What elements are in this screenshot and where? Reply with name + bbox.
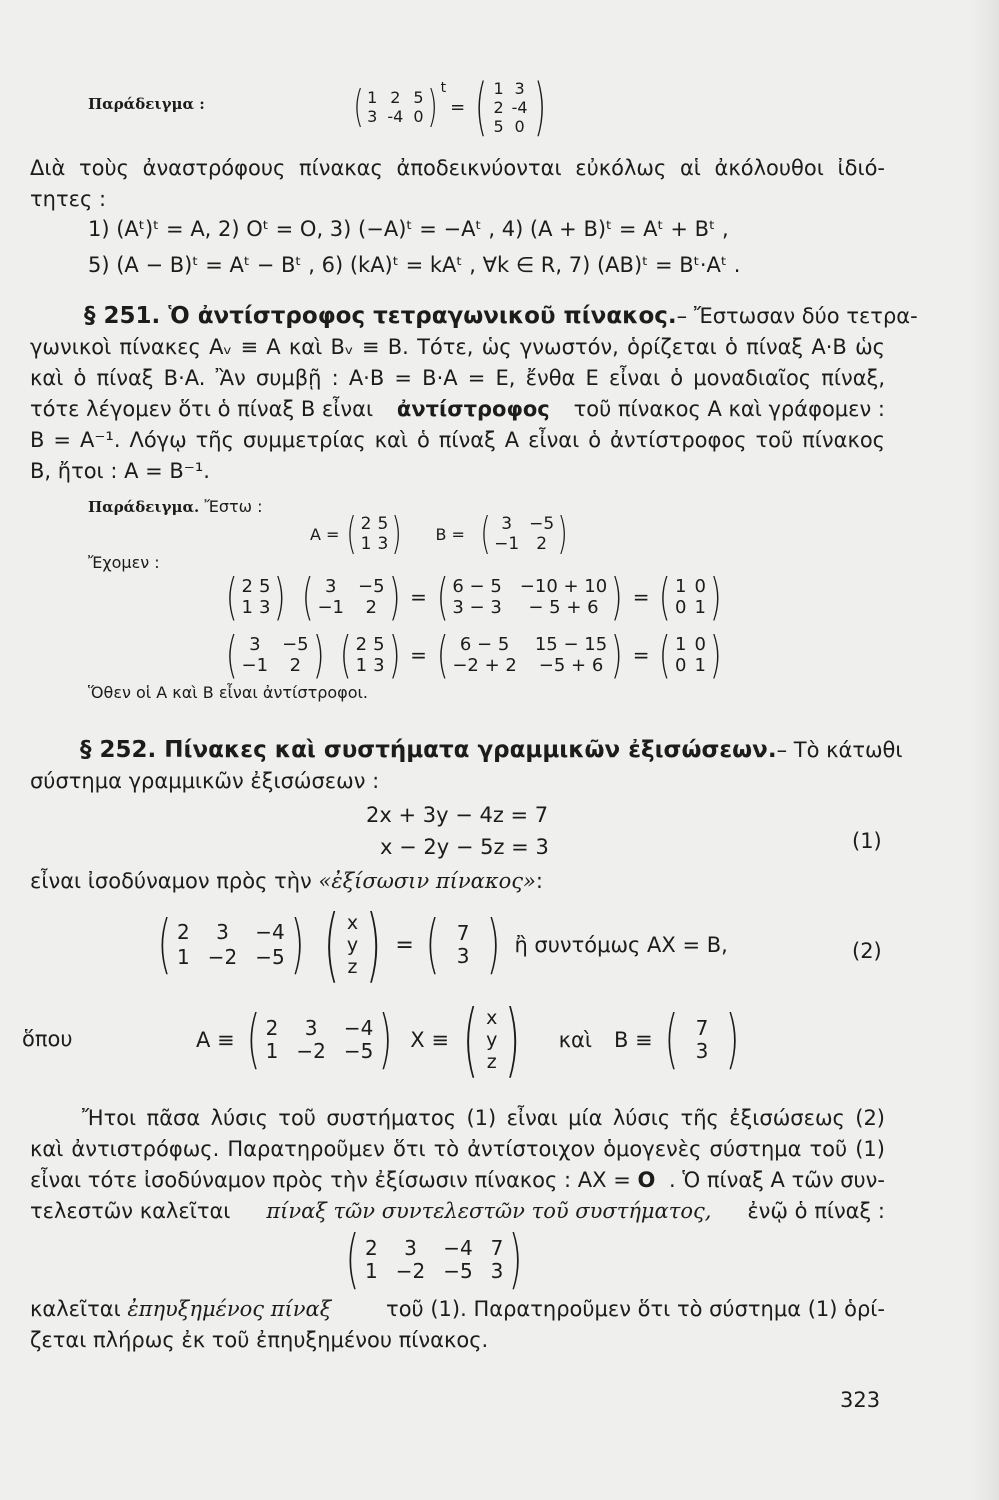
- matrix-cell: 15 − 15: [534, 634, 608, 655]
- matrix-cell: 1: [241, 597, 253, 618]
- properties-paragraph: [30, 153, 885, 215]
- unknowns-vector: ( x y z ): [323, 898, 382, 991]
- term-matrix-equation: «ἐξίσωσιν πίνακος»: [318, 869, 536, 893]
- product-BA: [222, 626, 725, 684]
- matrix-cell: −4: [343, 1016, 374, 1040]
- matrix-cell: 7: [456, 921, 470, 945]
- unknowns-vector: ( x y z ): [462, 993, 521, 1086]
- matrix-cell: 3: [304, 1016, 318, 1040]
- text-line: γωνικοὶ πίνακες Aᵥ ≡ A καὶ Bᵥ ≡ B. Τότε, ὡς γνωστόν, ὁρίζεται ὁ πίναξ A·B ὡς: [30, 335, 885, 359]
- equals-sign: =: [395, 932, 414, 958]
- matrix-cell: −5: [529, 514, 555, 534]
- constants-vector: ( 7 3 ): [425, 908, 501, 982]
- matrix-cell: −4: [255, 920, 285, 944]
- matrix-cell: −2: [296, 1039, 326, 1063]
- matrix-cell: 2: [360, 514, 372, 534]
- matrix-cell: 2: [390, 88, 401, 107]
- matrix-cell: −1: [317, 597, 344, 618]
- matrix-cell: 0: [413, 107, 424, 126]
- text-line: – Ἔστωσαν δύο τετρα-: [676, 304, 918, 328]
- system-eq-2: x − 2y − 5z = 3: [380, 835, 549, 859]
- matrix-cell: 3: [367, 107, 378, 126]
- matrix-cell: 1: [355, 655, 368, 676]
- text-span: εἶναι τότε ἰσοδύναμον πρὸς τὴν ἐξίσωσιν πίνακος : AX =: [30, 1168, 638, 1192]
- matrix-cell: 1: [265, 1039, 279, 1063]
- augmented-matrix: [340, 1223, 528, 1297]
- matrix-cell: 1: [364, 1259, 378, 1283]
- text-line: Διὰ τοὺς ἀναστρόφους πίνακας ἀποδεικνύονται εὐκόλως αἱ ἀκόλουθοι ἰδιό-: [30, 156, 885, 180]
- matrix-cell: −4: [443, 1236, 473, 1260]
- matrix-cell: -4: [511, 97, 528, 117]
- identity-matrix: ( 1 0 0 1 ): [659, 626, 722, 684]
- equals-sign: =: [410, 643, 427, 667]
- matrix-B: ( 3 −5 −1 2 ): [301, 568, 401, 626]
- matrix-A: ( 2 5 1 3 ): [346, 508, 403, 559]
- matrix-cell: -4: [387, 107, 404, 126]
- matrix-cell: z: [347, 956, 358, 978]
- matrix-cell: 1: [675, 576, 687, 597]
- product-AB-expanded: ( 6 − 5 −10 + 10 3 − 3 − 5 + 6 ): [436, 568, 623, 626]
- matrix-cell: x: [486, 1007, 498, 1029]
- text-line: τοῦ πίνακος A καὶ γράφομεν :: [573, 397, 885, 421]
- matrix-B: ( 3 −5 −1 2 ): [480, 508, 568, 559]
- matrix-cell: 3: [404, 1236, 417, 1260]
- text-line: B, ἤτοι : A = B⁻¹.: [30, 459, 210, 483]
- matrix-cell: 2: [364, 1236, 378, 1260]
- opou-label: ὅπου: [22, 1027, 73, 1051]
- matrix-cell: 0: [694, 634, 706, 655]
- matrix-cell: 3: [249, 634, 261, 655]
- esto-text: Ἔστω :: [204, 497, 263, 516]
- coefficient-matrix: ( 2 3 −4 1 −2 −5 ): [157, 908, 305, 982]
- matrix-cell: 3: [514, 78, 525, 98]
- matrix-cell: 7: [695, 1016, 709, 1040]
- section-251: [30, 301, 918, 487]
- text-span: καλεῖται: [30, 1297, 121, 1321]
- text-span: ἐνῷ ὁ πίναξ :: [747, 1199, 885, 1223]
- example1-formula: [350, 70, 552, 143]
- matrix-cell: 6 − 5: [452, 576, 502, 597]
- example1-rhs-matrix: ( 1 3 2 -4 5 0 ): [475, 70, 546, 143]
- zero-matrix-symbol: O: [637, 1168, 656, 1192]
- matrix-cell: −10 + 10: [519, 576, 608, 597]
- matrix-cell: z: [486, 1051, 497, 1073]
- property-line-1: 1) (Aᵗ)ᵗ = A, 2) Oᵗ = O, 3) (−A)ᵗ = −Aᵗ , 4) (A + B)ᵗ = Aᵗ + Bᵗ ,: [88, 217, 729, 241]
- conclusion-text: Ὅθεν οἱ A καὶ B εἶναι ἀντίστροφοι.: [88, 683, 368, 702]
- matrix-cell: 5: [373, 634, 385, 655]
- text-line: τότε λέγομεν ὅτι ὁ πίναξ B εἶναι: [30, 397, 374, 421]
- section-252-title: § 252. Πίνακες καὶ συστήματα γραμμικῶν ἐξισώσεων.: [80, 737, 777, 763]
- matrix-cell: 5: [413, 88, 424, 107]
- matrix-cell: 5: [258, 576, 271, 597]
- matrix-cell: 0: [514, 116, 525, 136]
- matrix-cell: 1: [675, 634, 687, 655]
- product-BA-expanded: ( 6 − 5 15 − 15 −2 + 2 −5 + 6 ): [436, 626, 623, 684]
- example2-label-text: Παράδειγμα.: [88, 498, 200, 516]
- B-def-label: B ≡: [613, 1027, 653, 1052]
- matrix-cell: 3: [456, 944, 470, 968]
- text-line: καὶ ἀντιστρόφως. Παρατηροῦμεν ὅτι τὸ ἀντίστοιχον ὁμογενὲς σύστημα τοῦ (1): [30, 1137, 885, 1161]
- matrix-cell: −5: [282, 634, 309, 655]
- matrix-cell: 0: [675, 597, 687, 618]
- text-line: B = A⁻¹. Λόγῳ τῆς συμμετρίας καὶ ὁ πίναξ A εἶναι ὁ ἀντίστροφος τοῦ πίνακος: [30, 428, 885, 452]
- text-span: . Ὁ πίναξ A τῶν συν-: [669, 1168, 885, 1192]
- matrix-cell: 2: [536, 534, 548, 554]
- matrix-cell: −5: [255, 945, 285, 969]
- matrix-cell: 3: [377, 534, 389, 554]
- matrix-cell: 3: [501, 514, 513, 534]
- matrix-cell: 1: [493, 78, 504, 98]
- coefficient-matrix: ( 2 3 −4 1 −2 −5 ): [246, 1003, 393, 1077]
- matrix-cell: x: [346, 912, 359, 934]
- matrix-A: ( 2 5 1 3 ): [225, 568, 287, 626]
- text-span: τελεστῶν καλεῖται: [30, 1199, 231, 1223]
- matrix-cell: −1: [494, 534, 520, 554]
- matrix-cell: 2: [289, 655, 302, 676]
- matrix-cell: 6 − 5: [459, 634, 510, 655]
- definitions-line: [196, 993, 745, 1086]
- system-eq-1: 2x + 3y − 4z = 7: [366, 803, 549, 827]
- matrix-cell: −2: [395, 1259, 426, 1283]
- matrix-cell: 5: [377, 514, 389, 534]
- augmented-paragraph: [30, 1294, 885, 1356]
- matrix-cell: 2: [241, 576, 253, 597]
- matrix-cell: 3: [325, 576, 337, 597]
- example2-definitions: [310, 508, 571, 559]
- equals-sign: =: [632, 585, 650, 609]
- matrix-cell: 2: [365, 597, 377, 618]
- A-def-label: A ≡: [196, 1027, 235, 1052]
- matrix-cell: 1: [176, 945, 190, 969]
- exomen-label: Ἔχομεν :: [88, 553, 160, 572]
- text-line: καὶ ὁ πίναξ B·A. Ἂν συμβῇ : A·B = B·A = E, ἔνθα E εἶναι ὁ μοναδιαῖος πίναξ,: [30, 366, 885, 390]
- short-form: ἢ συντόμως AX = B,: [514, 932, 728, 957]
- transpose-sup: t: [440, 80, 447, 96]
- text-span: εἶναι ἰσοδύναμον πρὸς τὴν: [30, 869, 312, 893]
- matrix-cell: 3: [490, 1259, 504, 1283]
- matrix-cell: 0: [675, 655, 687, 676]
- matrix-cell: 7: [490, 1236, 504, 1260]
- matrix-cell: 2: [493, 97, 504, 117]
- matrix-equation-2: [152, 898, 728, 991]
- matrix-cell: −2 + 2: [452, 655, 517, 676]
- matrix-cell: 2: [265, 1016, 279, 1040]
- example1-lhs-matrix: ( 1 2 5 3 -4 0 ): [353, 81, 438, 132]
- page-edge-shadow: [971, 0, 999, 1500]
- eq-number-2: (2): [852, 939, 882, 963]
- matrix-cell: 3: [695, 1039, 709, 1063]
- matrix-cell: 3: [258, 597, 271, 618]
- matrix-cell: 1: [360, 534, 372, 554]
- section-252: [30, 735, 903, 797]
- X-def-label: X ≡: [410, 1027, 449, 1052]
- example1-label: Παράδειγμα :: [88, 95, 205, 113]
- text-line: σύστημα γραμμικῶν ἐξισώσεων :: [30, 769, 380, 793]
- section-251-title: § 251. Ὁ ἀντίστροφος τετραγωνικοῦ πίνακος.: [84, 303, 677, 329]
- matrix-cell: 2: [176, 920, 190, 944]
- matrix-cell: 3: [216, 920, 229, 944]
- matrix-cell: −5 + 6: [538, 655, 604, 676]
- example2-label: [88, 497, 263, 516]
- term-augmented-matrix: ἐπηυξημένος πίναξ: [127, 1297, 332, 1321]
- text-line: τητες :: [30, 187, 107, 211]
- text-line: ζεται πλήρως ἐκ τοῦ ἐπηυξημένου πίνακος.: [30, 1328, 489, 1352]
- term-coefficient-matrix: πίναξ τῶν συντελεστῶν τοῦ συστήματος,: [266, 1199, 712, 1223]
- text-span: :: [535, 869, 543, 893]
- kai-word: καὶ: [558, 1027, 592, 1052]
- text-line: – Τὸ κάτωθι: [776, 738, 903, 762]
- matrix-cell: 1: [367, 88, 378, 107]
- property-line-2: 5) (A − B)ᵗ = Aᵗ − Bᵗ , 6) (kA)ᵗ = kAᵗ , ∀k ∈ R, 7) (AB)ᵗ = Bᵗ·Aᵗ .: [88, 253, 741, 277]
- matrix-cell: − 5 + 6: [528, 597, 599, 618]
- equiv-line: [30, 866, 543, 897]
- matrix-cell: 2: [355, 634, 368, 655]
- term-antistrophos: ἀντίστροφος: [396, 397, 550, 421]
- matrix-cell: 3 − 3: [452, 597, 502, 618]
- text-span: τοῦ (1). Παρατηροῦμεν ὅτι τὸ σύστημα (1) ὁρί-: [386, 1297, 885, 1321]
- coefficient-paragraph: [30, 1103, 885, 1227]
- matrix-cell: y: [346, 934, 359, 956]
- matrix-cell: −1: [241, 655, 269, 676]
- equals-sign: =: [410, 585, 427, 609]
- A-equals: A =: [310, 524, 340, 544]
- B-equals: B =: [435, 524, 465, 544]
- equals-sign: =: [632, 643, 650, 667]
- matrix-cell: 5: [493, 116, 504, 136]
- matrix-cell: −5: [358, 576, 385, 597]
- matrix-cell: 1: [694, 655, 706, 676]
- product-AB: [222, 568, 725, 626]
- matrix-cell: −5: [443, 1259, 473, 1283]
- matrix-B: ( 3 −5 −1 2 ): [225, 626, 325, 684]
- text-line: Ἤτοι πᾶσα λύσις τοῦ συστήματος (1) εἶναι μία λύσις τῆς ἐξισώσεως (2): [82, 1106, 885, 1130]
- matrix-A: ( 2 5 1 3 ): [340, 626, 401, 684]
- matrix-cell: −2: [207, 945, 238, 969]
- matrix-cell: −5: [343, 1039, 374, 1063]
- identity-matrix: ( 1 0 0 1 ): [659, 568, 722, 626]
- constants-vector: ( 7 3 ): [664, 1003, 740, 1077]
- page-number: 323: [840, 1388, 881, 1412]
- equals-sign: =: [450, 96, 466, 118]
- augmented-matrix-body: ( 2 3 −4 7 1 −2 −5 3 ): [345, 1223, 523, 1297]
- matrix-cell: 1: [694, 597, 706, 618]
- matrix-cell: 0: [694, 576, 706, 597]
- eq-number-1: (1): [852, 829, 882, 853]
- matrix-cell: y: [486, 1029, 498, 1051]
- matrix-cell: 3: [373, 655, 385, 676]
